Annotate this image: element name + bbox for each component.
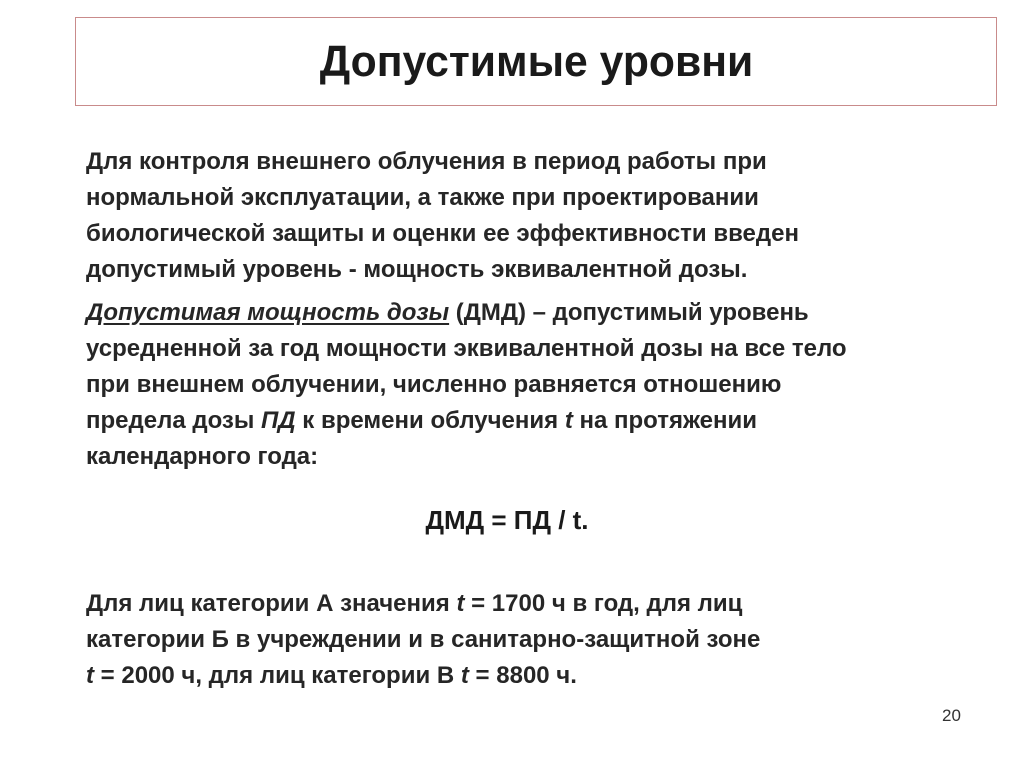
definition-line-2: усредненной за год мощности эквивалентной дозы на все тело [86,335,847,362]
t-symbol: t [460,662,469,689]
t-symbol: t [456,590,465,617]
definition-term: Допустимая мощность дозы [86,299,450,326]
t-symbol: t [86,662,94,689]
categories-line-2: категории Б в учреждении и в санитарно-защитной зоне [86,626,761,653]
definition-line-4a: предела дозы [86,407,262,434]
intro-line-2: нормальной эксплуатации, а также при проектировании [86,184,759,211]
pd-symbol: ПД [261,407,296,434]
categories-paragraph [86,586,1006,694]
categories-line-3a: = 2000 ч, для лиц категории В [94,662,461,689]
intro-line-4: допустимый уровень - мощность эквивалентной дозы. [86,256,748,283]
intro-paragraph [86,144,1006,288]
definition-line-3: при внешнем облучении, численно равняется отношению [86,371,782,398]
definition-line-4c: на протяжении [572,407,758,434]
definition-line-4b: к времени облучения [295,407,565,434]
categories-line-1b: = 1700 ч в год, для лиц [464,590,743,617]
page-number: 20 [942,706,961,725]
formula-text: ДМД = ПД / t. [425,505,589,535]
categories-line-3b: = 8800 ч. [468,662,577,689]
definition-line-1: (ДМД) – допустимый уровень [449,299,809,326]
title-frame [75,17,997,106]
categories-line-1a: Для лиц категории А значения [86,590,457,617]
slide-title: Допустимые уровни [319,36,753,86]
intro-line-1: Для контроля внешнего облучения в период работы при [86,148,767,175]
formula [0,500,1024,540]
t-symbol: t [564,407,573,434]
definition-paragraph [86,295,1006,475]
intro-line-3: биологической защиты и оценки ее эффективности введен [86,220,799,247]
definition-line-5: календарного года: [86,443,319,470]
